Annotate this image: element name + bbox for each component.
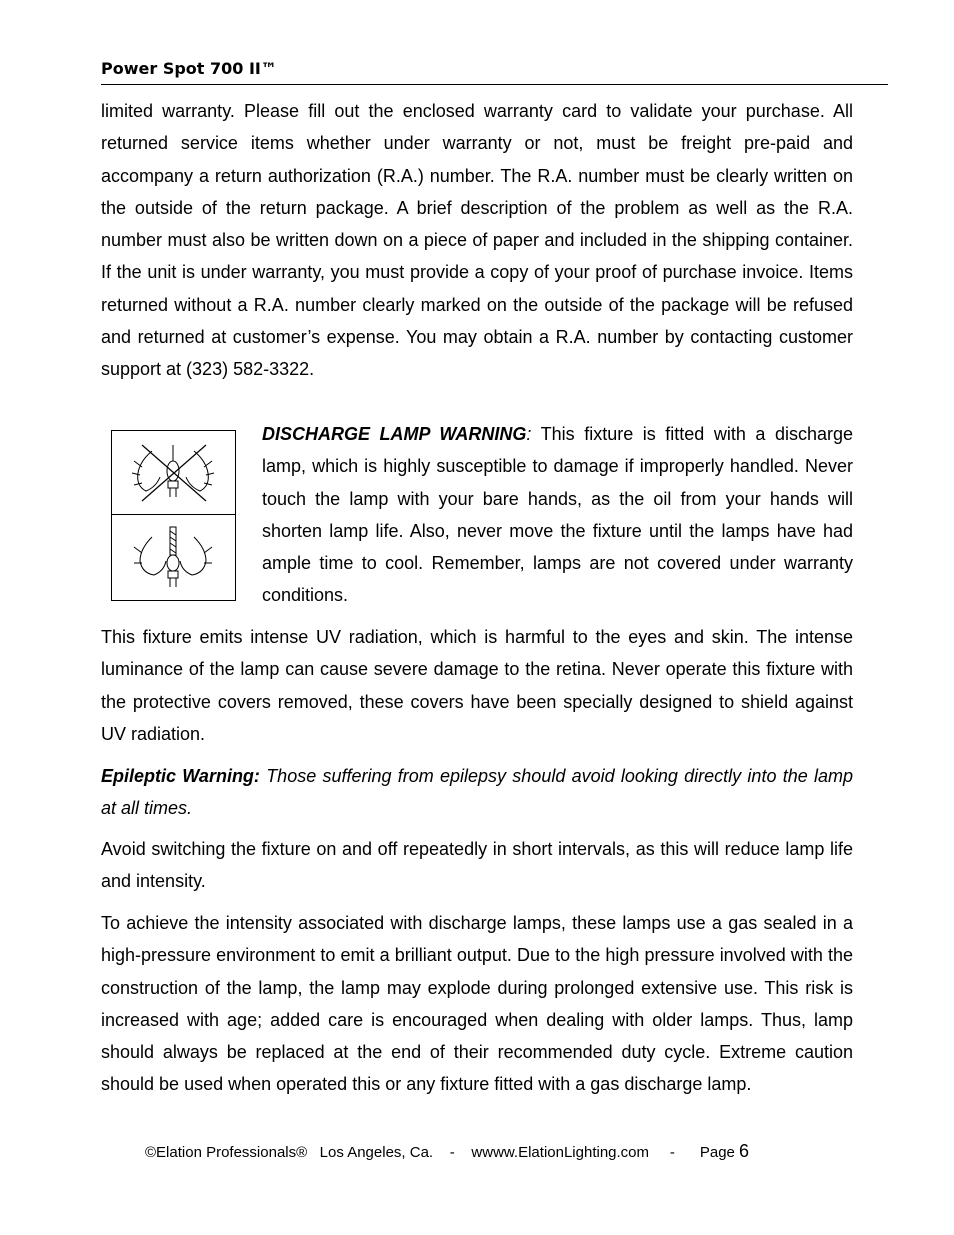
epileptic-warning <box>101 760 853 825</box>
uv-radiation-paragraph: This fixture emits intense UV radiation, which is harmful to the eyes and skin. The intense luminance of the lamp can cause severe damage to the retina. Never operate this fixture with the protective covers removed, these covers have been specially designed to shield against UV radiation. <box>101 627 853 744</box>
epileptic-warning-body: Those suffering from epilepsy should avoid looking directly into the lamp at all times. <box>101 766 853 819</box>
page-footer <box>145 1141 749 1162</box>
high-pressure-paragraph: To achieve the intensity associated with discharge lamps, these lamps use a gas sealed in a high-pressure environment to emit a brilliant output. Due to the high pressure involved with the construction of the lamp, the lamp may explode during prolonged extensive use. This risk is increased with age; added care is encouraged when dealing with older lamps. Thus, lamp should always be replaced at the end of their recommended duty cycle. Extreme caution should be used when operated this or any fixture fitted with a gas discharge lamp. <box>101 913 853 1095</box>
gloved-hands-lamp-icon <box>112 515 235 601</box>
bare-hands-lamp-prohibited-icon <box>112 431 235 514</box>
page-number: 6 <box>739 1141 750 1161</box>
discharge-lamp-warning <box>262 418 853 612</box>
warning-colon: : <box>526 424 532 444</box>
switching-paragraph: Avoid switching the fixture on and off repeatedly in short intervals, as this will reduce lamp life and intensity. <box>101 839 853 892</box>
discharge-lamp-warning-body: This fixture is fitted with a discharge lamp, which is highly susceptible to damage if improperly handled. Never touch the lamp with your bare hands, as the oil from your hands will shorten lamp life. Also, never move the fixture until the lamps have had ample time to cool. Remember, lamps are not covered under warranty conditions. <box>262 424 853 606</box>
lamp-handling-illustration <box>111 430 236 601</box>
header-divider <box>101 84 888 85</box>
discharge-lamp-warning-title: DISCHARGE LAMP WARNING <box>262 424 527 444</box>
epileptic-warning-title: Epileptic Warning: <box>101 766 260 786</box>
page-header-title: Power Spot 700 II™ <box>101 59 277 78</box>
warranty-paragraph: limited warranty. Please fill out the enclosed warranty card to validate your purchase. All returned service items whether under warranty or not, must be freight pre-paid and accompany a return authorization (R.A.) number. The R.A. number must be clearly written on the outside of the return package. A brief description of the problem as well as the R.A. number must also be written down on a piece of paper and included in the shipping container. If the unit is under warranty, you must provide a copy of your proof of purchase invoice. Items returned without a R.A. number clearly marked on the outside of the package will be refused and returned at customer’s expense. You may obtain a R.A. number by contacting customer support at (323) 582-3322. <box>101 101 853 380</box>
footer-text: ©Elation Professionals® Los Angeles, Ca. - wwww.ElationLighting.com - Page <box>145 1144 740 1161</box>
